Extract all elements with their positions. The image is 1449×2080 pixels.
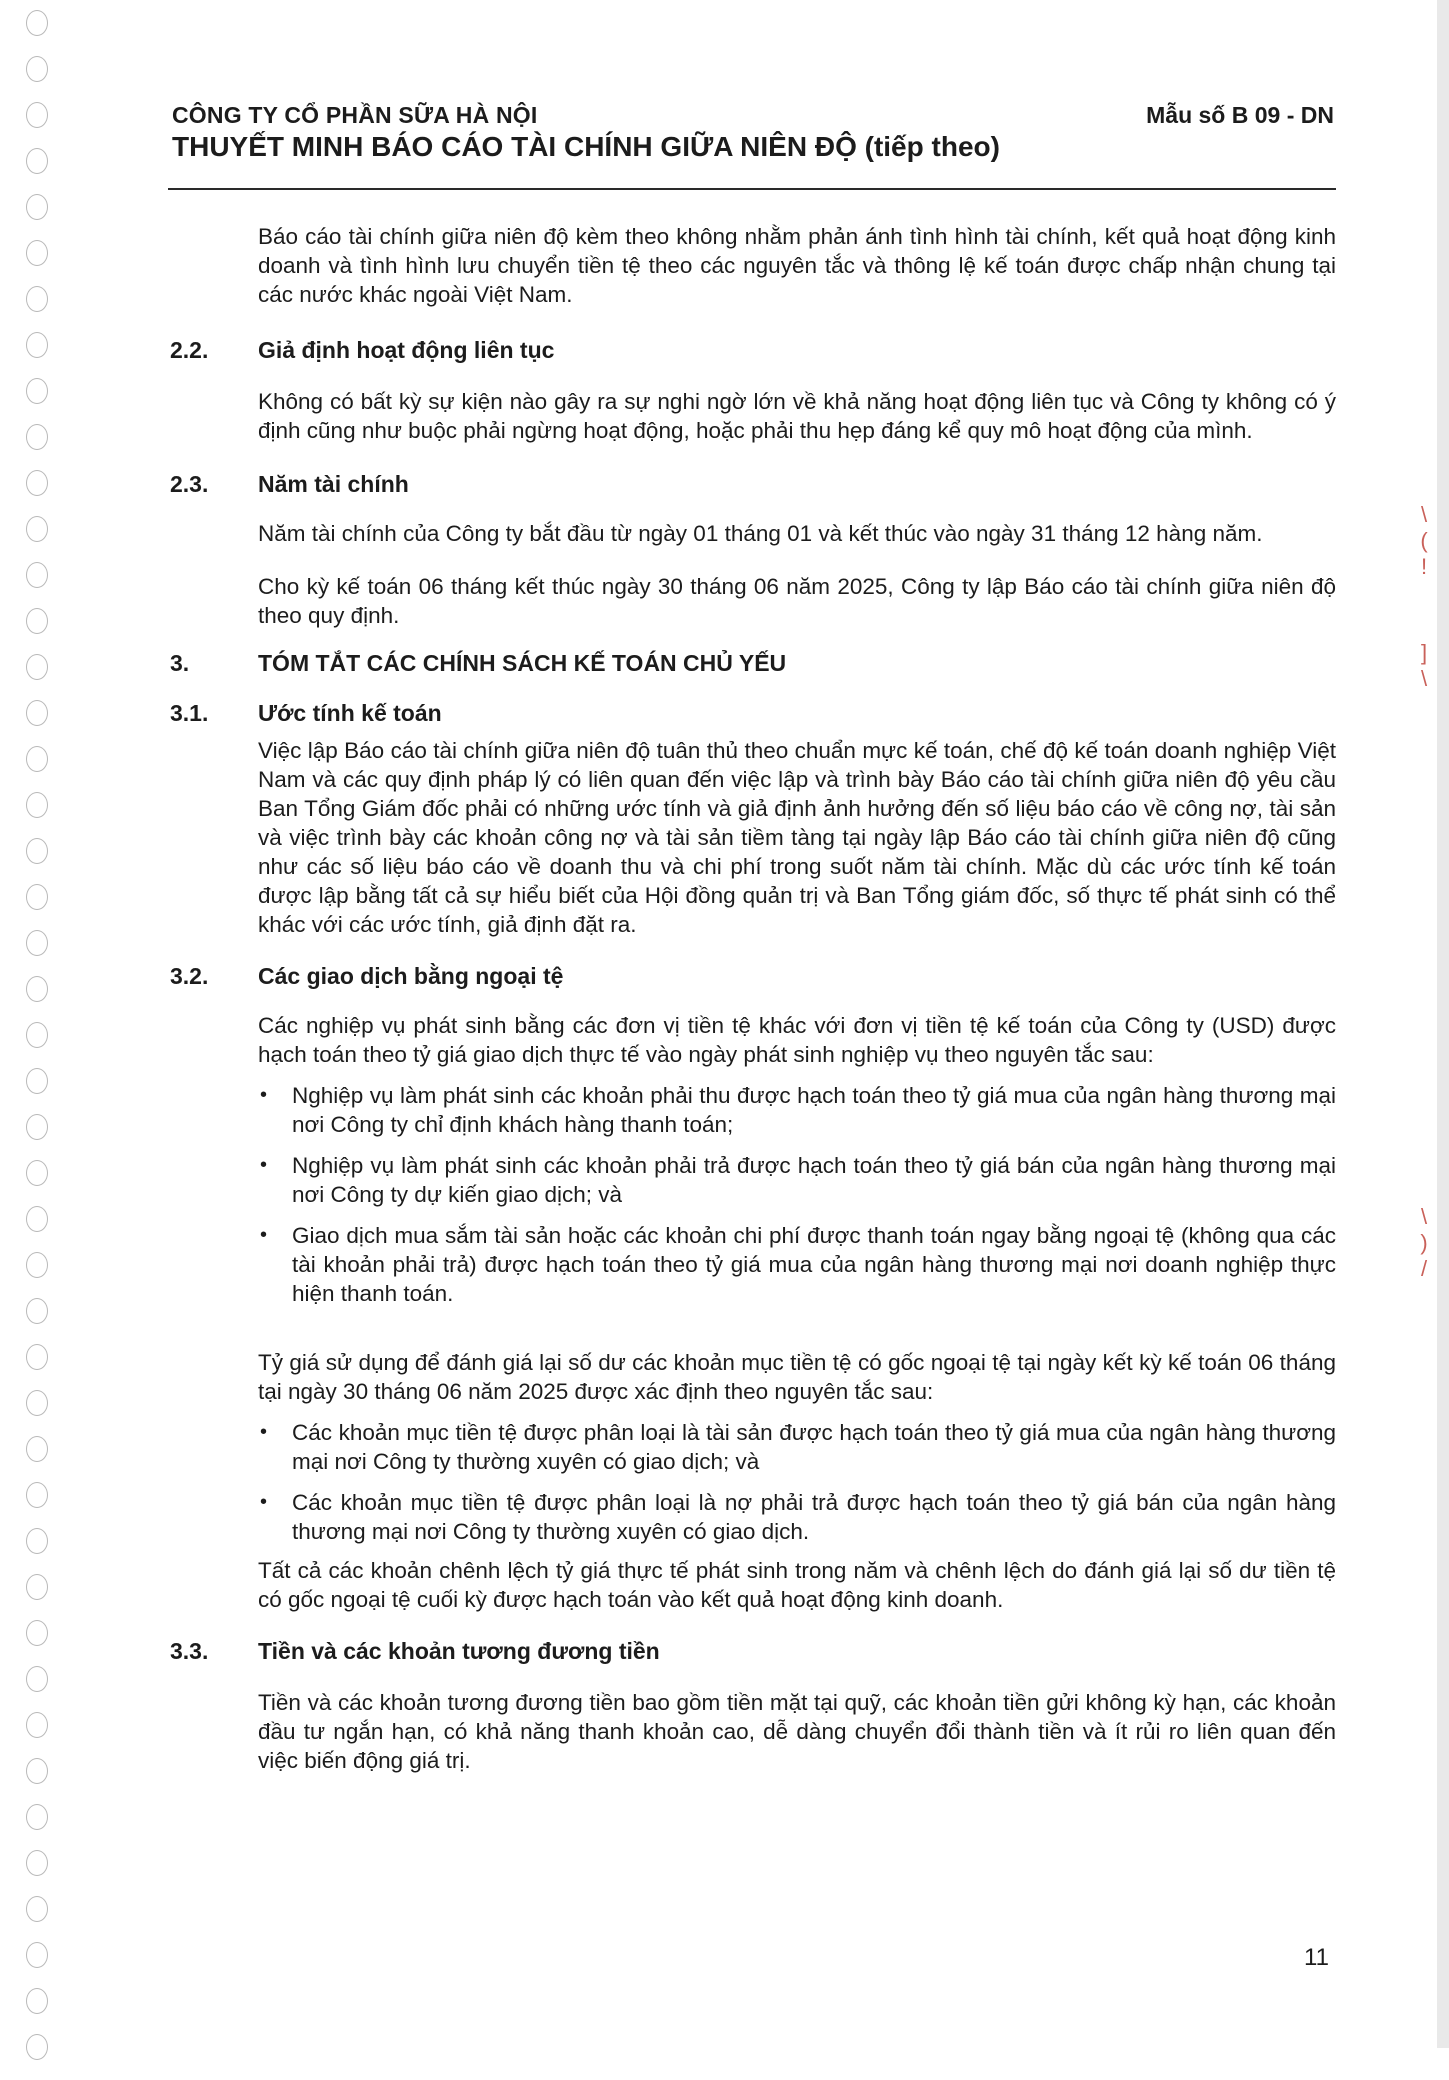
section-title: TÓM TẮT CÁC CHÍNH SÁCH KẾ TOÁN CHỦ YẾU xyxy=(258,650,787,676)
list-item-text: Nghiệp vụ làm phát sinh các khoản phải thu được hạch toán theo tỷ giá mua của ngân hàng thương mại nơi Công ty chỉ định khách hàng thanh toán; xyxy=(292,1083,1336,1137)
section-3-1-heading xyxy=(170,698,1336,728)
section-3-2-paragraph-1: Các nghiệp vụ phát sinh bằng các đơn vị tiền tệ khác với đơn vị tiền tệ kế toán của Công ty (USD) được hạch toán theo tỷ giá giao dịch thực tế vào ngày phát sinh nghiệp vụ theo nguyên tắc sau: xyxy=(258,1013,1336,1067)
binder-hole xyxy=(26,56,48,82)
section-2-2-paragraph: Không có bất kỳ sự kiện nào gây ra sự nghi ngờ lớn về khả năng hoạt động liên tục và Công ty không có ý định cũng như buộc phải ngừng hoạt động, hoặc phải thu hẹp đáng kể quy mô hoạt động của mình. xyxy=(258,389,1336,443)
binder-hole xyxy=(26,1206,48,1232)
list-item-text: Giao dịch mua sắm tài sản hoặc các khoản chi phí được thanh toán ngay bằng ngoại tệ (không qua các tài khoản phải trả) được hạch toán theo tỷ giá mua của ngân hàng thương mại nơi doanh nghiệp thực hiện thanh toán. xyxy=(292,1223,1336,1306)
binder-hole xyxy=(26,1344,48,1370)
section-title: Năm tài chính xyxy=(258,471,409,497)
bullet-icon: • xyxy=(260,1224,268,1246)
binder-hole xyxy=(26,102,48,128)
page-edge xyxy=(1437,0,1449,2048)
binder-hole xyxy=(26,1390,48,1416)
section-number: 2.3. xyxy=(170,471,209,497)
section-number: 3. xyxy=(170,650,190,676)
binder-hole xyxy=(26,378,48,404)
binder-hole xyxy=(26,1482,48,1508)
form-number: Mẫu số B 09 - DN xyxy=(1146,102,1334,128)
section-2-3-heading xyxy=(170,469,1336,499)
binder-hole xyxy=(26,1896,48,1922)
header-divider xyxy=(168,188,1336,190)
section-3-3-paragraph: Tiền và các khoản tương đương tiền bao gồm tiền mặt tại quỹ, các khoản tiền gửi không kỳ hạn, các khoản đầu tư ngắn hạn, có khả năng thanh khoản cao, dễ dàng chuyển đổi thành tiền và ít rủi ro liên quan đến việc biến động giá trị. xyxy=(258,1690,1336,1773)
binder-hole xyxy=(26,148,48,174)
binder-hole xyxy=(26,1988,48,2014)
binder-hole xyxy=(26,1574,48,1600)
binder-hole xyxy=(26,608,48,634)
binder-hole xyxy=(26,1758,48,1784)
section-3-heading xyxy=(170,648,1336,678)
section-3-1-paragraph: Việc lập Báo cáo tài chính giữa niên độ tuân thủ theo chuẩn mực kế toán, chế độ kế toán doanh nghiệp Việt Nam và các quy định pháp lý có liên quan đến việc lập và trình bày Báo cáo tài chính giữa niên độ yêu cầu Ban Tổng Giám đốc phải có những ước tính và giả định ảnh hưởng đến số liệu báo cáo về công nợ, tài sản và việc trình bày các khoản công nợ và tài sản tiềm tàng tại ngày lập Báo cáo tài chính giữa niên độ cũng như các số liệu báo cáo về doanh thu và chi phí trong suốt năm tài chính. Mặc dù các ước tính kế toán được lập bằng tất cả sự hiểu biết của Hội đồng quản trị và Ban Tổng giám đốc, số thực tế phát sinh có thể khác với các ước tính, giả định đặt ra. xyxy=(258,738,1336,937)
stamp-mark: ] \ xyxy=(1420,640,1428,691)
company-name: CÔNG TY CỔ PHẦN SỮA HÀ NỘI xyxy=(172,102,538,128)
section-number: 3.2. xyxy=(170,963,209,989)
binder-hole xyxy=(26,286,48,312)
binder-hole xyxy=(26,10,48,36)
binder-hole xyxy=(26,838,48,864)
document-body xyxy=(170,222,1336,1775)
binder-hole xyxy=(26,1022,48,1048)
document-title: THUYẾT MINH BÁO CÁO TÀI CHÍNH GIỮA NIÊN ĐỘ (tiếp theo) xyxy=(172,131,1000,162)
section-number: 3.1. xyxy=(170,700,209,726)
binder-hole xyxy=(26,240,48,266)
section-number: 3.3. xyxy=(170,1638,209,1664)
section-2-3-paragraph-1: Năm tài chính của Công ty bắt đầu từ ngày 01 tháng 01 và kết thúc vào ngày 31 tháng 12 hàng năm. xyxy=(258,521,1263,546)
binder-hole xyxy=(26,976,48,1002)
binder-hole xyxy=(26,1298,48,1324)
bullet-icon: • xyxy=(260,1491,268,1513)
binder-hole xyxy=(26,194,48,220)
section-3-2-paragraph-3: Tất cả các khoản chênh lệch tỷ giá thực tế phát sinh trong năm và chênh lệch do đánh giá lại số dư tiền tệ có gốc ngoại tệ cuối kỳ được hạch toán vào kết quả hoạt động kinh doanh. xyxy=(258,1558,1336,1612)
section-title: Ước tính kế toán xyxy=(258,700,442,726)
list-item-text: Nghiệp vụ làm phát sinh các khoản phải trả được hạch toán theo tỷ giá bán của ngân hàng thương mại nơi Công ty dự kiến giao dịch; và xyxy=(292,1153,1336,1207)
binder-hole xyxy=(26,1114,48,1140)
section-title: Các giao dịch bằng ngoại tệ xyxy=(258,963,564,989)
binder-hole xyxy=(26,1942,48,1968)
binder-hole xyxy=(26,1436,48,1462)
page-number: 11 xyxy=(1304,1944,1329,1971)
bullet-icon: • xyxy=(260,1154,268,1176)
binder-hole xyxy=(26,792,48,818)
list-item-text: Các khoản mục tiền tệ được phân loại là tài sản được hạch toán theo tỷ giá mua của ngân hàng thương mại nơi Công ty thường xuyên có giao dịch; và xyxy=(292,1420,1336,1474)
section-number: 2.2. xyxy=(170,337,209,363)
binder-hole xyxy=(26,1620,48,1646)
binder-hole xyxy=(26,470,48,496)
section-3-2-heading xyxy=(170,961,1336,991)
binder-hole xyxy=(26,424,48,450)
stamp-mark: \ ) / xyxy=(1420,1204,1428,1281)
list-item xyxy=(258,1418,1336,1476)
binder-hole xyxy=(26,2034,48,2060)
binder-hole xyxy=(26,516,48,542)
binder-hole xyxy=(26,1804,48,1830)
binder-hole xyxy=(26,746,48,772)
binder-hole xyxy=(26,1160,48,1186)
binder-hole xyxy=(26,1252,48,1278)
bullet-icon: • xyxy=(260,1084,268,1106)
section-title: Giả định hoạt động liên tục xyxy=(258,337,555,363)
binder-hole xyxy=(26,1850,48,1876)
section-2-3-paragraph-2: Cho kỳ kế toán 06 tháng kết thúc ngày 30 tháng 06 năm 2025, Công ty lập Báo cáo tài chính giữa niên độ theo quy định. xyxy=(258,574,1336,628)
binder-hole xyxy=(26,1528,48,1554)
list-item-text: Các khoản mục tiền tệ được phân loại là nợ phải trả được hạch toán theo tỷ giá bán của ngân hàng thương mại nơi Công ty thường xuyên có giao dịch. xyxy=(292,1490,1336,1544)
exchange-rate-rules-list xyxy=(258,1081,1336,1308)
binder-hole xyxy=(26,1666,48,1692)
binder-hole xyxy=(26,700,48,726)
binder-hole xyxy=(26,654,48,680)
section-2-2-heading xyxy=(170,335,1336,365)
section-3-3-heading xyxy=(170,1636,1336,1666)
binder-hole xyxy=(26,332,48,358)
revaluation-rules-list xyxy=(258,1418,1336,1546)
page-header xyxy=(172,102,1334,163)
section-title: Tiền và các khoản tương đương tiền xyxy=(258,1638,660,1664)
section-3-2-paragraph-2: Tỷ giá sử dụng để đánh giá lại số dư các khoản mục tiền tệ có gốc ngoại tệ tại ngày kết kỳ kế toán 06 tháng tại ngày 30 tháng 06 năm 2025 được xác định theo nguyên tắc sau: xyxy=(258,1350,1336,1404)
list-item xyxy=(258,1151,1336,1209)
binder-hole xyxy=(26,930,48,956)
intro-paragraph: Báo cáo tài chính giữa niên độ kèm theo không nhằm phản ánh tình hình tài chính, kết quả hoạt động kinh doanh và tình hình lưu chuyển tiền tệ theo các nguyên tắc và thông lệ kế toán được chấp nhận chung tại các nước khác ngoài Việt Nam. xyxy=(258,224,1336,307)
list-item xyxy=(258,1221,1336,1308)
stamp-mark: \ ( ! xyxy=(1420,502,1428,579)
binder-hole xyxy=(26,1712,48,1738)
binder-holes xyxy=(26,10,66,2080)
binder-hole xyxy=(26,884,48,910)
list-item xyxy=(258,1081,1336,1139)
binder-hole xyxy=(26,1068,48,1094)
bullet-icon: • xyxy=(260,1421,268,1443)
list-item xyxy=(258,1488,1336,1546)
binder-hole xyxy=(26,562,48,588)
